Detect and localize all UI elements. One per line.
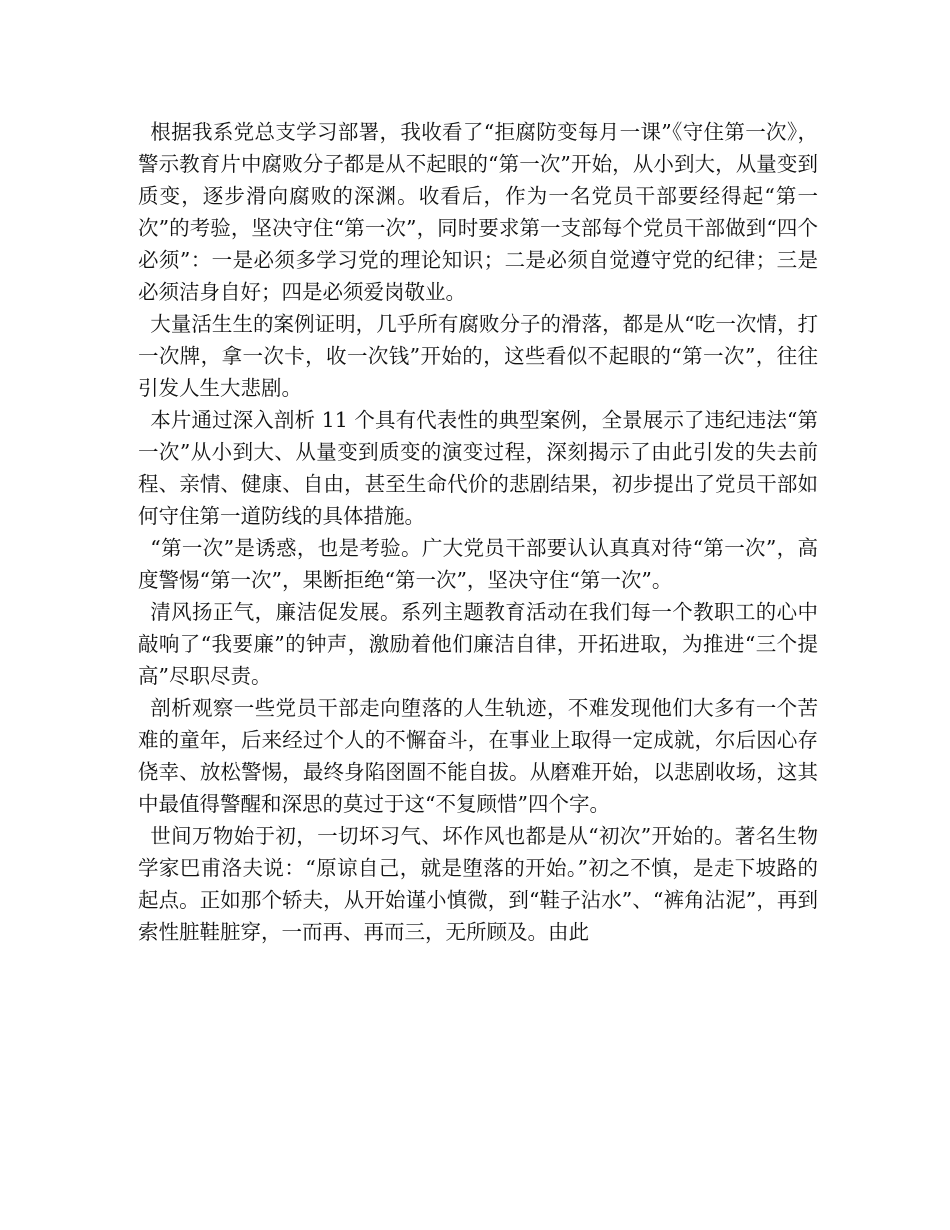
paragraph-3: 本片通过深入剖析 11 个具有代表性的典型案例，全景展示了违纪违法“第一次”从小到大、从量变到质变的演变过程，深刻揭示了由此引发的失去前程、亲情、健康、自由，甚至生命代价的悲剧结果，初步提出了党员干部如何守住第一道防线的具体措施。	[138, 408, 818, 528]
document-body	[138, 116, 818, 948]
paragraph-4: “第一次”是诱惑，也是考验。广大党员干部要认认真真对待“第一次”，高度警惕“第一次”，果断拒绝“第一次”，坚决守住“第一次”。	[138, 536, 818, 592]
paragraph-7: 世间万物始于初，一切坏习气、坏作风也都是从“初次”开始的。著名生物学家巴甫洛夫说：“原谅自己，就是堕落的开始。”初之不慎，是走下坡路的起点。正如那个轿夫，从开始谨小慎微，到“鞋子沾水”、“裤角沾泥”，再到索性脏鞋脏穿，一而再、再而三，无所顾及。由此	[138, 824, 818, 944]
paragraph-1: 根据我系党总支学习部署，我收看了“拒腐防变每月一课”《守住第一次》，警示教育片中腐败分子都是从不起眼的“第一次”开始，从小到大，从量变到质变，逐步滑向腐败的深渊。收看后，作为一名党员干部要经得起“第一次”的考验，坚决守住“第一次”，同时要求第一支部每个党员干部做到“四个必须”：一是必须多学习党的理论知识；二是必须自觉遵守党的纪律；三是必须洁身自好；四是必须爱岗敬业。	[138, 120, 818, 304]
paragraph-2: 大量活生生的案例证明，几乎所有腐败分子的滑落，都是从“吃一次情，打一次牌，拿一次卡，收一次钱”开始的，这些看似不起眼的“第一次”，往往引发人生大悲剧。	[138, 312, 818, 400]
paragraph-5: 清风扬正气，廉洁促发展。系列主题教育活动在我们每一个教职工的心中敲响了“我要廉”的钟声，激励着他们廉洁自律，开拓进取，为推进“三个提高”尽职尽责。	[138, 600, 818, 688]
paragraph-6: 剖析观察一些党员干部走向堕落的人生轨迹，不难发现他们大多有一个苦难的童年，后来经过个人的不懈奋斗，在事业上取得一定成就，尔后因心存侥幸、放松警惕，最终身陷囹圄不能自拔。从磨难开始，以悲剧收场，这其中最值得警醒和深思的莫过于这“不复顾惜”四个字。	[138, 696, 818, 816]
